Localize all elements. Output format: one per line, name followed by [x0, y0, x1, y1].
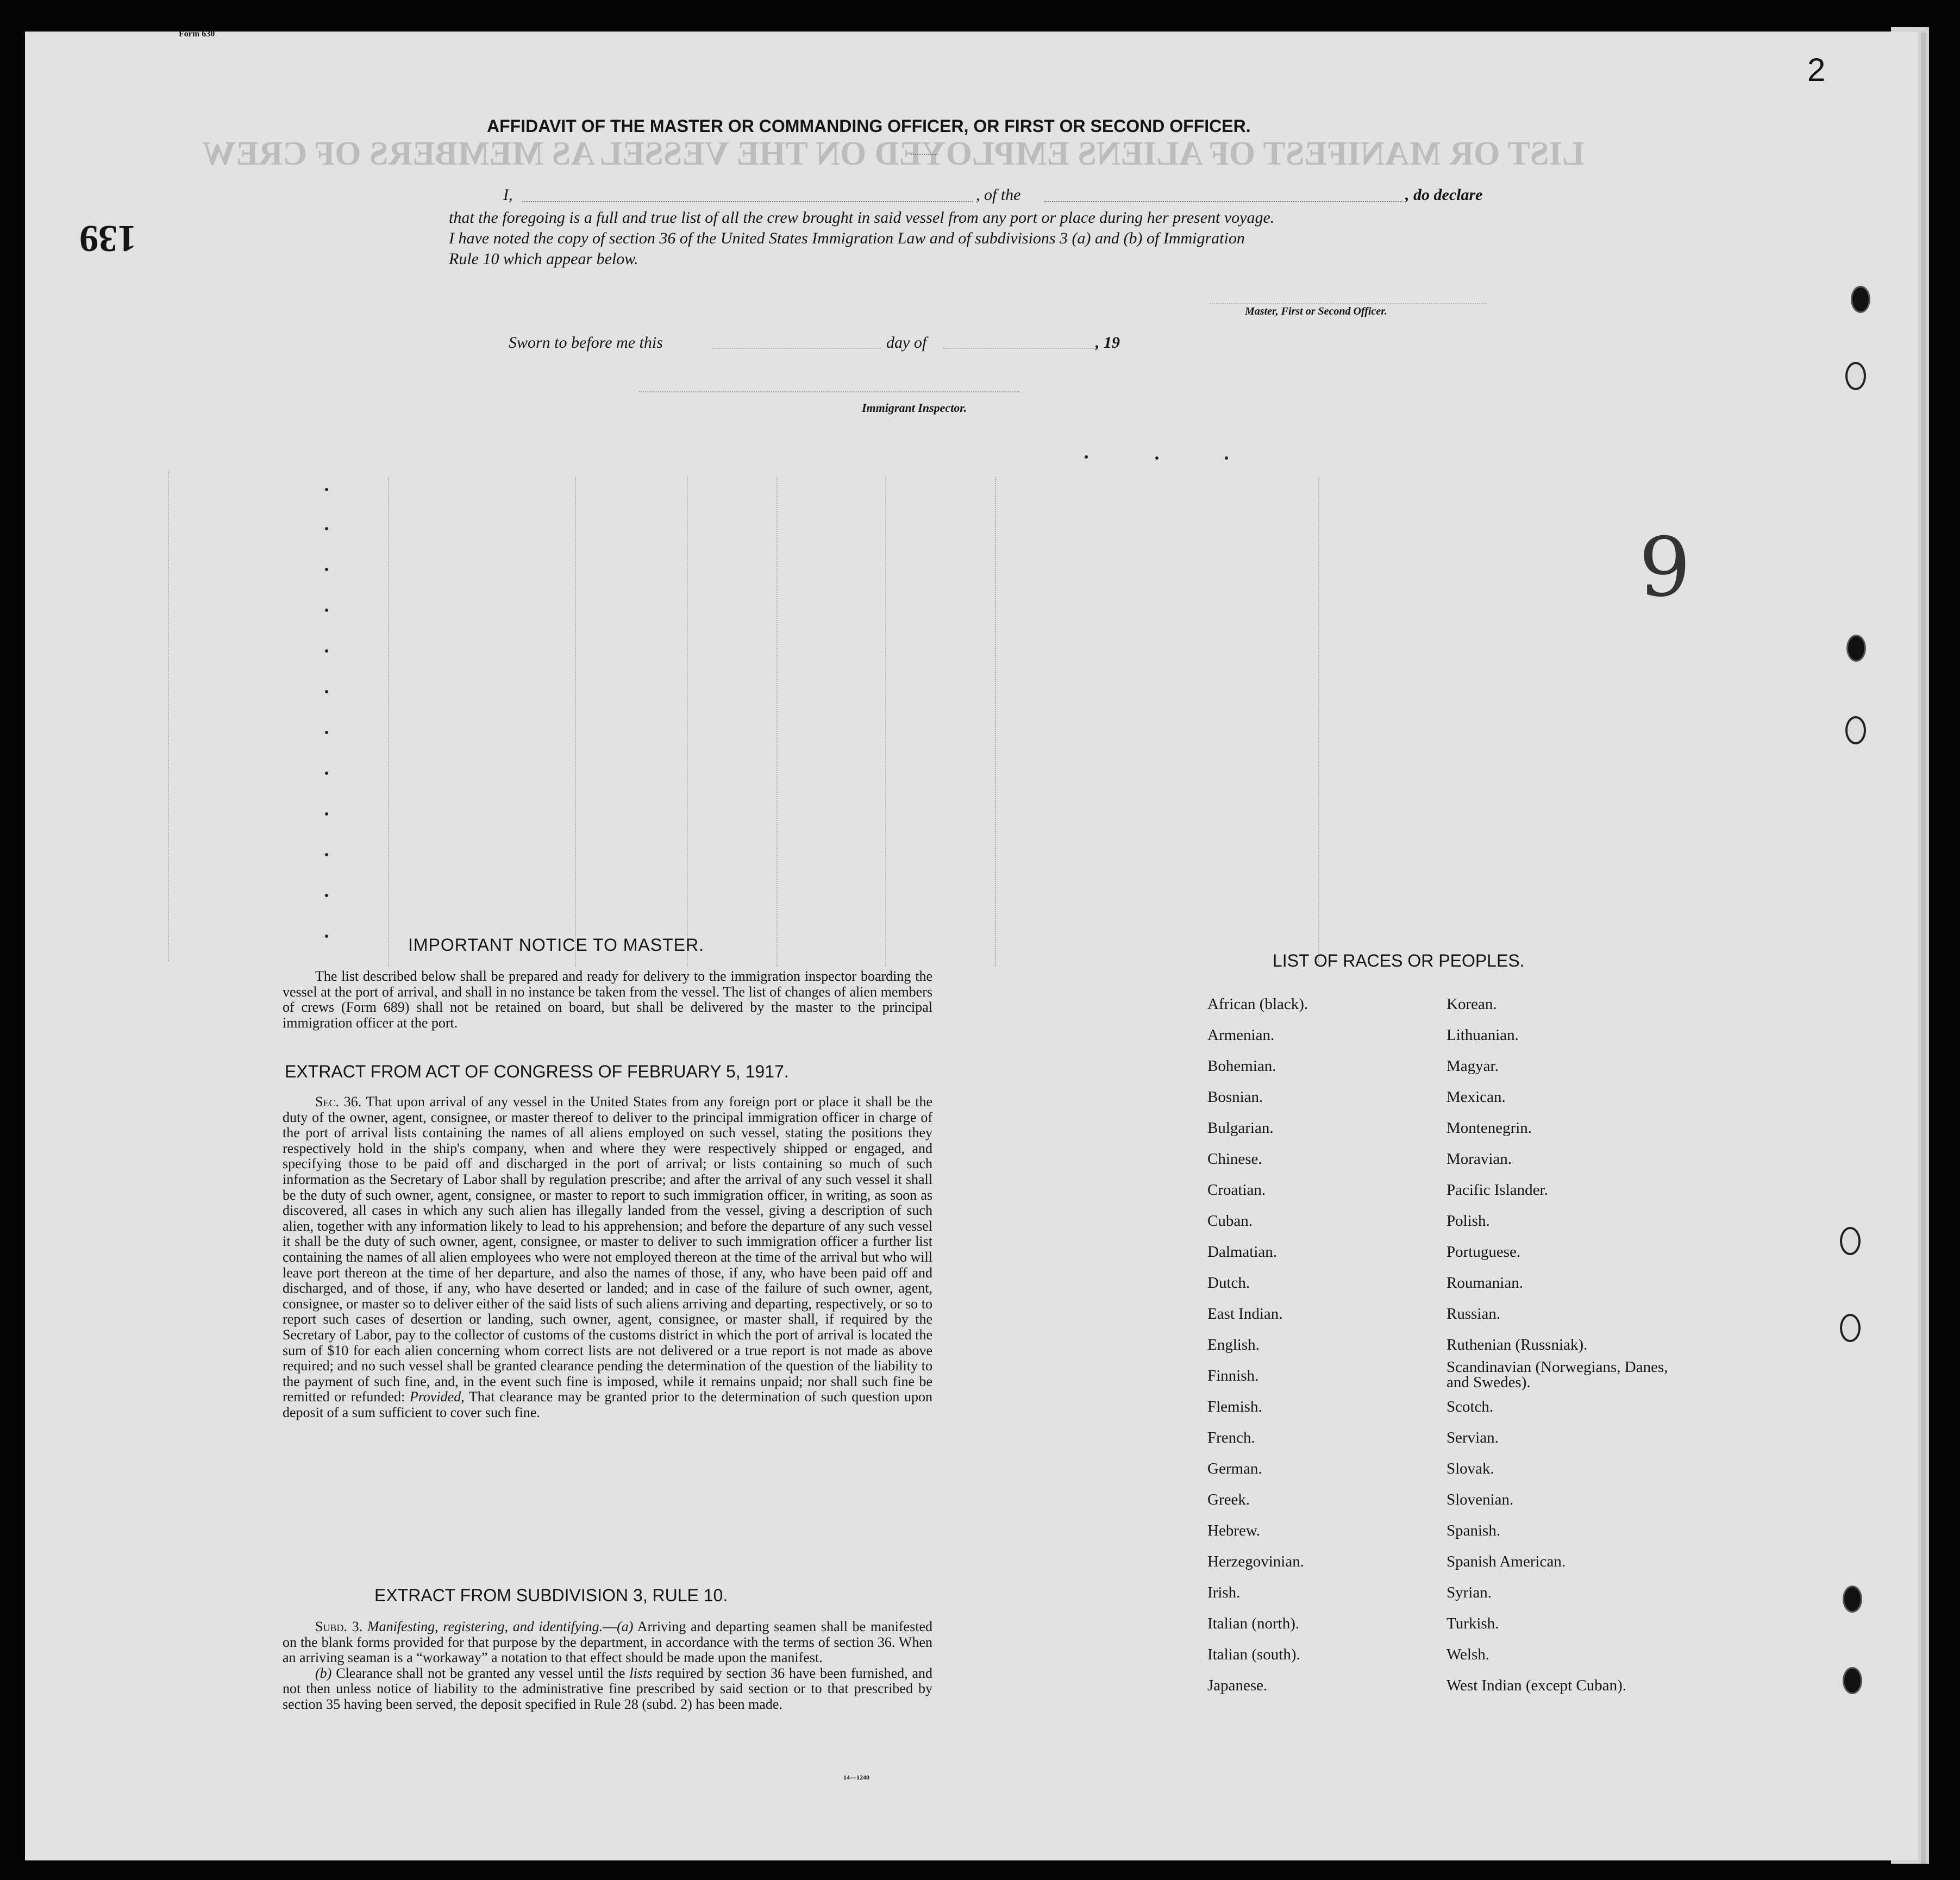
extract-rule-title: EXTRACT FROM SUBDIVISION 3, RULE 10. — [374, 1586, 728, 1605]
row-dot — [325, 935, 328, 938]
inspector-signature-line[interactable] — [639, 391, 1019, 392]
notice-title: IMPORTANT NOTICE TO MASTER. — [408, 935, 704, 955]
race-item: Herzegovinian. — [1207, 1553, 1304, 1570]
binder-hole — [1840, 1314, 1861, 1342]
column-guide — [388, 477, 389, 966]
race-item: Bulgarian. — [1207, 1119, 1274, 1137]
row-dot — [1155, 456, 1159, 460]
race-item: Japanese. — [1207, 1677, 1268, 1694]
binder-hole — [1845, 362, 1866, 390]
extract-act-title: EXTRACT FROM ACT OF CONGRESS OF FEBRUARY 5, 1917. — [285, 1062, 789, 1081]
race-item: Flemish. — [1207, 1398, 1262, 1415]
item-a-label: (a) — [617, 1619, 634, 1634]
section-text-end: That clearance may be granted prior to the determination of such question upon deposit of a sum sufficient to cover such fine. — [283, 1389, 933, 1420]
row-dot — [325, 649, 328, 653]
inspector-label: Immigrant Inspector. — [862, 401, 967, 415]
day-of-label: day of — [886, 334, 927, 352]
row-dot — [325, 527, 328, 530]
item-b-label: (b) — [315, 1665, 332, 1681]
section-text: That upon arrival of any vessel in the United States from any foreign port or place it shall be the duty of the owner, agent, consignee, or master thereof to deliver to the principal immigration officer in charge of the port of arrival lists containing the names of all aliens employed on such vessel, stating the positions they respectively hold in the ship's company, when and where they were respectively shipped or engaged, and specifying those to be paid off and discharged in the port of arrival; or lists containing so much of such information as the Secretary of Labor shall by regulation prescribe; and after the arrival of any such vessel it shall be the duty of such owner, agent, consignee, or master to report to such immigration officer, in writing, as soon as discovered, all cases in which any such alien has illegally landed from the vessel, giving a description of such alien, together with any information likely to lead to his apprehension; and before the departure of any such vessel it shall be the duty of such owner, agent, consignee, or master to deliver to such immigration officer a further list containing the names of all alien employees who were not employed thereon at the time of the arrival but who will leave port thereon at the time of her departure, and also the names of those, if any, who have been paid off and discharged, and of those, if any, who have deserted or landed; and in case of the failure of such owner, agent, consignee, or master so to deliver either of the said lists of such aliens arriving and departing, respectively, or so to report such cases of desertion or landing, such owner, agent, consignee, or master shall, if required by the Secretary of Labor, pay to the collector of customs of the customs district in which the port of arrival is located the sum of $10 for each alien concerning whom correct lists are not delivered or a true report is not made as above required; and no such vessel shall be granted clearance pending the determination of the question of the liability to the payment of such fine, and, in the event such fine is imposed, while it remains unpaid; nor shall such fine be remitted or refunded: — [283, 1094, 933, 1405]
row-dot — [1085, 455, 1088, 459]
row-dot — [325, 894, 328, 897]
race-item: Slovenian. — [1446, 1491, 1514, 1508]
race-item: Polish. — [1446, 1212, 1490, 1230]
race-item: Russian. — [1446, 1305, 1501, 1323]
notice-body: The list described below shall be prepared and ready for delivery to the immigration inspector boarding the vessel at the port of arrival, and shall in no instance be taken from the vessel. The list of changes of alien members of crews (Form 689) shall not be retained on board, but shall be delivered by the master to the principal immigration officer at the port. — [283, 968, 932, 1031]
race-item: Servian. — [1446, 1429, 1499, 1446]
sworn-month-field[interactable] — [943, 348, 1098, 349]
vessel-name-field[interactable] — [1044, 201, 1402, 202]
race-item: Italian (south). — [1207, 1646, 1300, 1663]
race-item: African (black). — [1207, 995, 1308, 1013]
race-item: French. — [1207, 1429, 1255, 1446]
item-b-text-1: Clearance shall not be granted any vessel until the — [336, 1665, 625, 1681]
column-guide — [777, 477, 778, 966]
race-item: Greek. — [1207, 1491, 1250, 1508]
race-item: Montenegrin. — [1446, 1119, 1532, 1137]
binder-hole — [1840, 1227, 1861, 1255]
race-item: Scotch. — [1446, 1398, 1494, 1415]
master-signature-label: Master, First or Second Officer. — [1245, 305, 1387, 317]
race-item: Dutch. — [1207, 1274, 1250, 1292]
row-dot — [325, 488, 328, 491]
row-dot — [325, 609, 328, 612]
binder-hole — [1851, 286, 1870, 313]
underlying-page-edge-shadow — [1921, 33, 1926, 1864]
row-dot — [325, 853, 328, 856]
race-item: West Indian (except Cuban). — [1446, 1677, 1627, 1694]
binder-hole — [1843, 1586, 1862, 1613]
form-number: Form 630 — [179, 29, 215, 39]
row-dot — [325, 568, 328, 571]
handwritten-mark: 9 — [1639, 521, 1691, 615]
race-item: Slovak. — [1446, 1460, 1494, 1477]
sworn-day-field[interactable] — [712, 348, 881, 349]
race-item: Magyar. — [1446, 1057, 1499, 1075]
year-label: , 19 — [1095, 334, 1120, 352]
race-item: Korean. — [1446, 995, 1497, 1013]
race-item: Spanish. — [1446, 1522, 1501, 1539]
race-item: Chinese. — [1207, 1150, 1262, 1168]
race-item: Turkish. — [1446, 1615, 1499, 1632]
row-dot — [1225, 456, 1228, 460]
section-label: Sec. 36. — [315, 1094, 362, 1110]
race-item: Italian (north). — [1207, 1615, 1300, 1632]
race-item: Ruthenian (Russniak). — [1446, 1336, 1588, 1353]
affidavit-i-label: I, — [503, 186, 513, 204]
column-guide — [168, 472, 169, 961]
item-b-lists: lists — [629, 1665, 653, 1681]
binder-hole — [1846, 635, 1866, 662]
race-item: Lithuanian. — [1446, 1026, 1519, 1044]
column-guide — [885, 477, 886, 966]
show-through-heading: LIST OR MANIFEST OF ALIENS EMPLOYED ON THE VESSEL AS MEMBERS OF CREW — [202, 135, 1585, 172]
rule-heading: Manifesting, registering, and identifying. — [367, 1619, 603, 1634]
race-item: Finnish. — [1207, 1367, 1259, 1384]
races-title: LIST OF RACES OR PEOPLES. — [1273, 951, 1525, 970]
column-guide — [995, 477, 996, 966]
race-item: East Indian. — [1207, 1305, 1283, 1323]
column-guide — [575, 477, 576, 966]
print-code: 14—1240 — [843, 1774, 869, 1781]
race-item: English. — [1207, 1336, 1260, 1353]
item-b-text-2: required by section 36 have been furnished, and not then unless notice of liability to the administrative fine prescribed by said section or to that prescribed by section 35 having been served, the deposit specified in Rule 28 (subd. 2) has been made. — [283, 1665, 933, 1712]
provided-label: Provided, — [409, 1389, 465, 1405]
extract-act-body — [283, 1094, 932, 1420]
master-signature-line[interactable] — [1210, 303, 1487, 304]
race-item: Irish. — [1207, 1584, 1241, 1601]
race-item: Cuban. — [1207, 1212, 1253, 1230]
race-item: Spanish American. — [1446, 1553, 1566, 1570]
title-underline — [911, 154, 938, 155]
race-item: Scandinavian (Norwegians, Danes, and Swedes). — [1446, 1358, 1668, 1391]
race-item: Syrian. — [1446, 1584, 1492, 1601]
race-item: Portuguese. — [1446, 1243, 1521, 1261]
race-item: Hebrew. — [1207, 1522, 1261, 1539]
race-item: Mexican. — [1446, 1088, 1506, 1106]
page-number: 2 — [1807, 52, 1826, 88]
race-item: Pacific Islander. — [1446, 1181, 1548, 1199]
column-guide — [687, 477, 688, 966]
margin-stamp: 139 — [79, 217, 136, 259]
race-item: Roumanian. — [1446, 1274, 1523, 1292]
row-dot — [325, 772, 328, 775]
affidavit-of-the-label: , of the — [976, 186, 1021, 204]
row-dot — [325, 690, 328, 693]
affidavit-line-4: Rule 10 which appear below. — [449, 250, 638, 268]
race-item: Armenian. — [1207, 1026, 1275, 1044]
subd-label: Subd. 3. — [315, 1619, 363, 1634]
race-item: Moravian. — [1446, 1150, 1512, 1168]
extract-rule-body: Subd. 3. Manifesting, registering, and identifying.—(a) Arriving and departing seamen shall be manifested on the blank forms provided for that purpose by the department, in accordance with the terms of section 36. When an arriving seaman is a “workaway” a notation to that effect should be made upon the manifest. (b) Clearance shall not be granted any vessel until the lists required by section 36 have been furnished, and not then unless notice of liability to the administrative fine prescribed by said section or to that prescribed by section 35 having been served, the deposit specified in Rule 28 (subd. 2) has been made. — [283, 1619, 933, 1712]
row-dot — [325, 812, 328, 816]
affidavit-line-3: I have noted the copy of section 36 of the United States Immigration Law and of subdivisions 3 (a) and (b) of Immigration — [449, 229, 1245, 247]
race-item: Croatian. — [1207, 1181, 1266, 1199]
binder-hole — [1843, 1667, 1862, 1694]
item-a-text: Arriving and departing seamen shall be manifested on the blank forms provided for that purpose by the department, in accordance with the terms of section 36. When an arriving seaman is a “workaway” a notation to that effect should be made upon the manifest. — [283, 1619, 932, 1666]
sworn-label: Sworn to before me this — [509, 334, 663, 352]
column-guide — [1318, 477, 1319, 966]
race-item: Welsh. — [1446, 1646, 1490, 1663]
master-name-field[interactable] — [522, 201, 973, 202]
race-item: Dalmatian. — [1207, 1243, 1278, 1261]
race-item: Bosnian. — [1207, 1088, 1263, 1106]
race-item: German. — [1207, 1460, 1262, 1477]
affidavit-do-declare-label: , do declare — [1405, 186, 1483, 204]
document-sheet — [25, 29, 1918, 1860]
race-item: Bohemian. — [1207, 1057, 1276, 1075]
affidavit-title: AFFIDAVIT OF THE MASTER OR COMMANDING OFFICER, OR FIRST OR SECOND OFFICER. — [487, 116, 1251, 136]
row-dot — [325, 731, 328, 734]
affidavit-line-2: that the foregoing is a full and true list of all the crew brought in said vessel from any port or place during her present voyage. — [449, 209, 1275, 227]
binder-hole — [1845, 716, 1866, 744]
